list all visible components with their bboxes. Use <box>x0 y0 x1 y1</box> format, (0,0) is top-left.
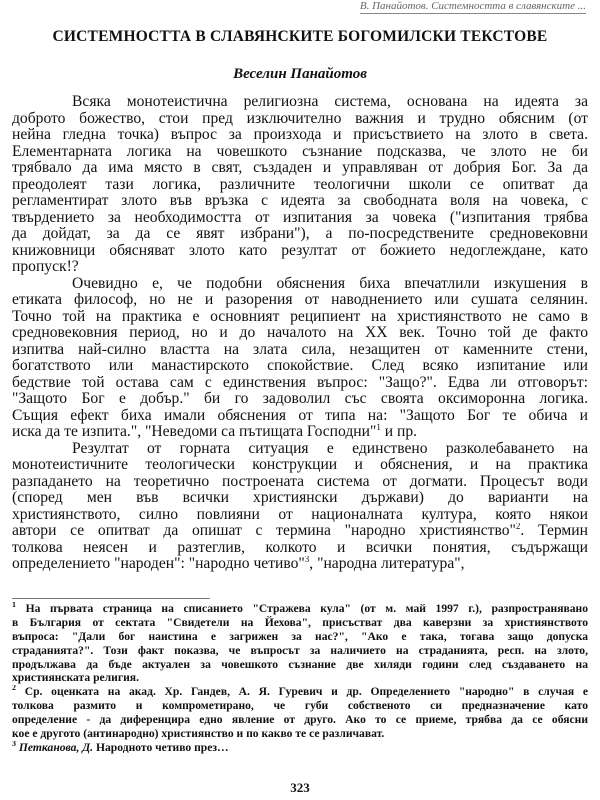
article-title: СИСТЕМНОСТТА В СЛАВЯНСКИТЕ БОГОМИЛСКИ ТЕКСТОВЕ <box>52 28 548 45</box>
footnote-text: в България от сектата "Свидетели на Йехова", присъстват два каверзни за християнството <box>12 615 588 629</box>
text-line <box>12 226 588 243</box>
running-header: В. Панайотов. Системността в славянските ... <box>359 0 586 12</box>
text-line <box>12 193 588 210</box>
line-text: бедствие той остава сам с единствения въпрос: "Защо?". Едва ли отговорът: <box>12 374 588 391</box>
text-line <box>12 292 588 309</box>
line-text: богатството или манастирското спокойствие. След всяко изпитание или <box>12 358 588 374</box>
footnote-line <box>12 602 588 616</box>
line-text: . Термин <box>520 523 588 539</box>
line-text: християнството, силно повлияни от националната култура, която някои <box>12 506 588 523</box>
text-line <box>12 540 588 557</box>
footnote-number: 1 <box>12 602 16 609</box>
text-line <box>12 507 588 524</box>
line-text: твърдението за необходимостта от изпитания за човека ("изпитания трябва <box>12 209 588 226</box>
text-line <box>12 94 588 111</box>
footnote-number: 2 <box>12 685 16 693</box>
line-text: преодолеят тази логика, различните теологични школи се опитват да <box>12 176 588 193</box>
text-line <box>12 490 588 507</box>
footnote-reference: 3 <box>304 556 310 564</box>
line-text: толкова неясен и разтеглив, колкото и всички понятия, съдържащи <box>12 539 588 556</box>
line-text: Резултат от горната ситуация е единствено разколебаването на <box>72 440 588 457</box>
line-text: книжовници обясняват злото като резултат от божието недоглеждане, като <box>12 242 588 259</box>
line-text: Очевидно е, че подобни обяснения биха впечатлили изкушения в <box>72 275 588 292</box>
text-line <box>12 424 588 441</box>
footnote-line <box>12 713 588 727</box>
line-text: иска да те изпита.", "Неведоми са пътищата Господни" <box>12 424 377 440</box>
footnote-line <box>12 671 588 685</box>
text-line <box>12 127 588 144</box>
footnote-text: въпроса: "Дали бог наистина е загрижен за нас?", "Ако е така, тогава защо допуска <box>12 629 588 643</box>
text-line <box>12 474 588 491</box>
footnote-line <box>12 741 588 755</box>
text-line <box>12 210 588 227</box>
line-text: да дойдат, за да се явят избрани"), а по-посредствените средновековни <box>12 226 588 242</box>
text-line <box>12 144 588 161</box>
footnotes <box>12 602 588 755</box>
text-line <box>12 441 588 458</box>
line-text: етиката философ, но не и разорения от наводнението или сушата селянин. <box>12 292 588 308</box>
line-text: Точно той на практика е основният реципиент на християнството не само в <box>12 308 588 325</box>
footnote-line <box>12 644 588 658</box>
author-name: Веселин Панайотов <box>233 66 367 82</box>
footnote-line <box>12 727 588 741</box>
footnote-line <box>12 685 588 699</box>
line-text: регламентират злото във връзка с идеята за свободната воля на човека, с <box>12 193 588 209</box>
text-line <box>12 342 588 359</box>
line-text: изпитва най-силно властта на злата сила, незащитен от каменните стени, <box>12 341 588 358</box>
line-text: и пр. <box>380 424 418 440</box>
line-text: пропуск!? <box>12 259 79 275</box>
footnote-line <box>12 658 588 672</box>
text-line <box>12 243 588 260</box>
footnote-text: Ср. оценката на акад. Хр. Гандев, А. Я. Гуревич и др. Определението "народно" в случая е <box>24 685 588 699</box>
footnote-text: толкова размито и компрометирано, че губи собственото си предназначение като <box>12 699 588 713</box>
footnote-text: продължава да бъде актуален за човешкото съзнание две хиляди години след създаването на <box>12 657 588 671</box>
text-line <box>12 111 588 128</box>
citation-author: Петканова, Д. <box>18 740 94 754</box>
footnote-reference: 1 <box>376 424 381 432</box>
footnote-number: 3 <box>12 740 16 748</box>
text-line <box>12 457 588 474</box>
footnote-text: На първата страница на списанието "Стражева кула" (от м. май 1997 г.), разпространявано <box>25 602 588 615</box>
line-text: автори се опитват да опишат с термина "народно християнство" <box>12 523 516 539</box>
line-text: Всяка монотеистична религиозна система, основана на идеята за <box>72 94 588 110</box>
text-line <box>12 408 588 425</box>
footnote-text: християнската религия. <box>12 671 139 685</box>
footnote-text: определение - да диференцира едно явление от друго. Ако то се приеме, трябва да се обясни <box>12 713 588 727</box>
text-line <box>12 358 588 375</box>
text-line <box>12 309 588 326</box>
footnote-line <box>12 616 588 630</box>
line-text: разпадането на теоретично построената система от догмати. Процесът води <box>12 473 588 490</box>
line-text: (според мен във всички християнски държави) до варианти на <box>12 490 588 506</box>
line-text: Елементарната логика на човешкото съзнание подсказва, че злото не би <box>12 143 588 160</box>
article-body <box>12 94 588 573</box>
page-number: 323 <box>290 780 310 795</box>
line-text: "Защото Бог е добър." би го задоволил със своята оксиморонна логика. <box>12 391 588 407</box>
text-line <box>12 160 588 177</box>
text-line <box>12 556 588 573</box>
footnote-text: кое е другото (антинародно) християнство и по какво те се различават. <box>12 727 385 741</box>
footnote-text: Народното четиво през… <box>95 740 229 754</box>
footnote-reference: 2 <box>515 523 521 531</box>
text-line <box>12 276 588 293</box>
text-line <box>12 375 588 392</box>
line-text: монотеистичните теологически конструкции и обяснения, и на практика <box>12 457 588 473</box>
line-text: нейна гледна точка) въпрос за произхода и присъствието на злото в света. <box>12 127 588 143</box>
text-line <box>12 259 588 276</box>
line-text: доброто божество, стои пред изключително важния и трудно обясним (от <box>12 110 588 127</box>
footnote-line <box>12 699 588 713</box>
text-line <box>12 523 588 540</box>
text-line <box>12 177 588 194</box>
line-text: трябвало да има място в свят, създаден и управляван от добрия Бог. За да <box>12 160 588 176</box>
footnote-line <box>12 630 588 644</box>
line-text: определението "народен": "народно четиво" <box>12 556 305 572</box>
text-line <box>12 391 588 408</box>
footnote-text: страданията?". Този факт показва, че въпросът за наличието на страданията, респ. на злото, <box>12 643 588 657</box>
footnote-separator <box>12 598 210 599</box>
line-text: , "народна литература", <box>309 556 465 572</box>
text-line <box>12 325 588 342</box>
line-text: средновековния период, но и до началото на XX век. Точно той де факто <box>12 325 588 341</box>
line-text: Същия ефект биха имали обяснения от типа на: "Защото Бог те обича и <box>12 407 588 424</box>
